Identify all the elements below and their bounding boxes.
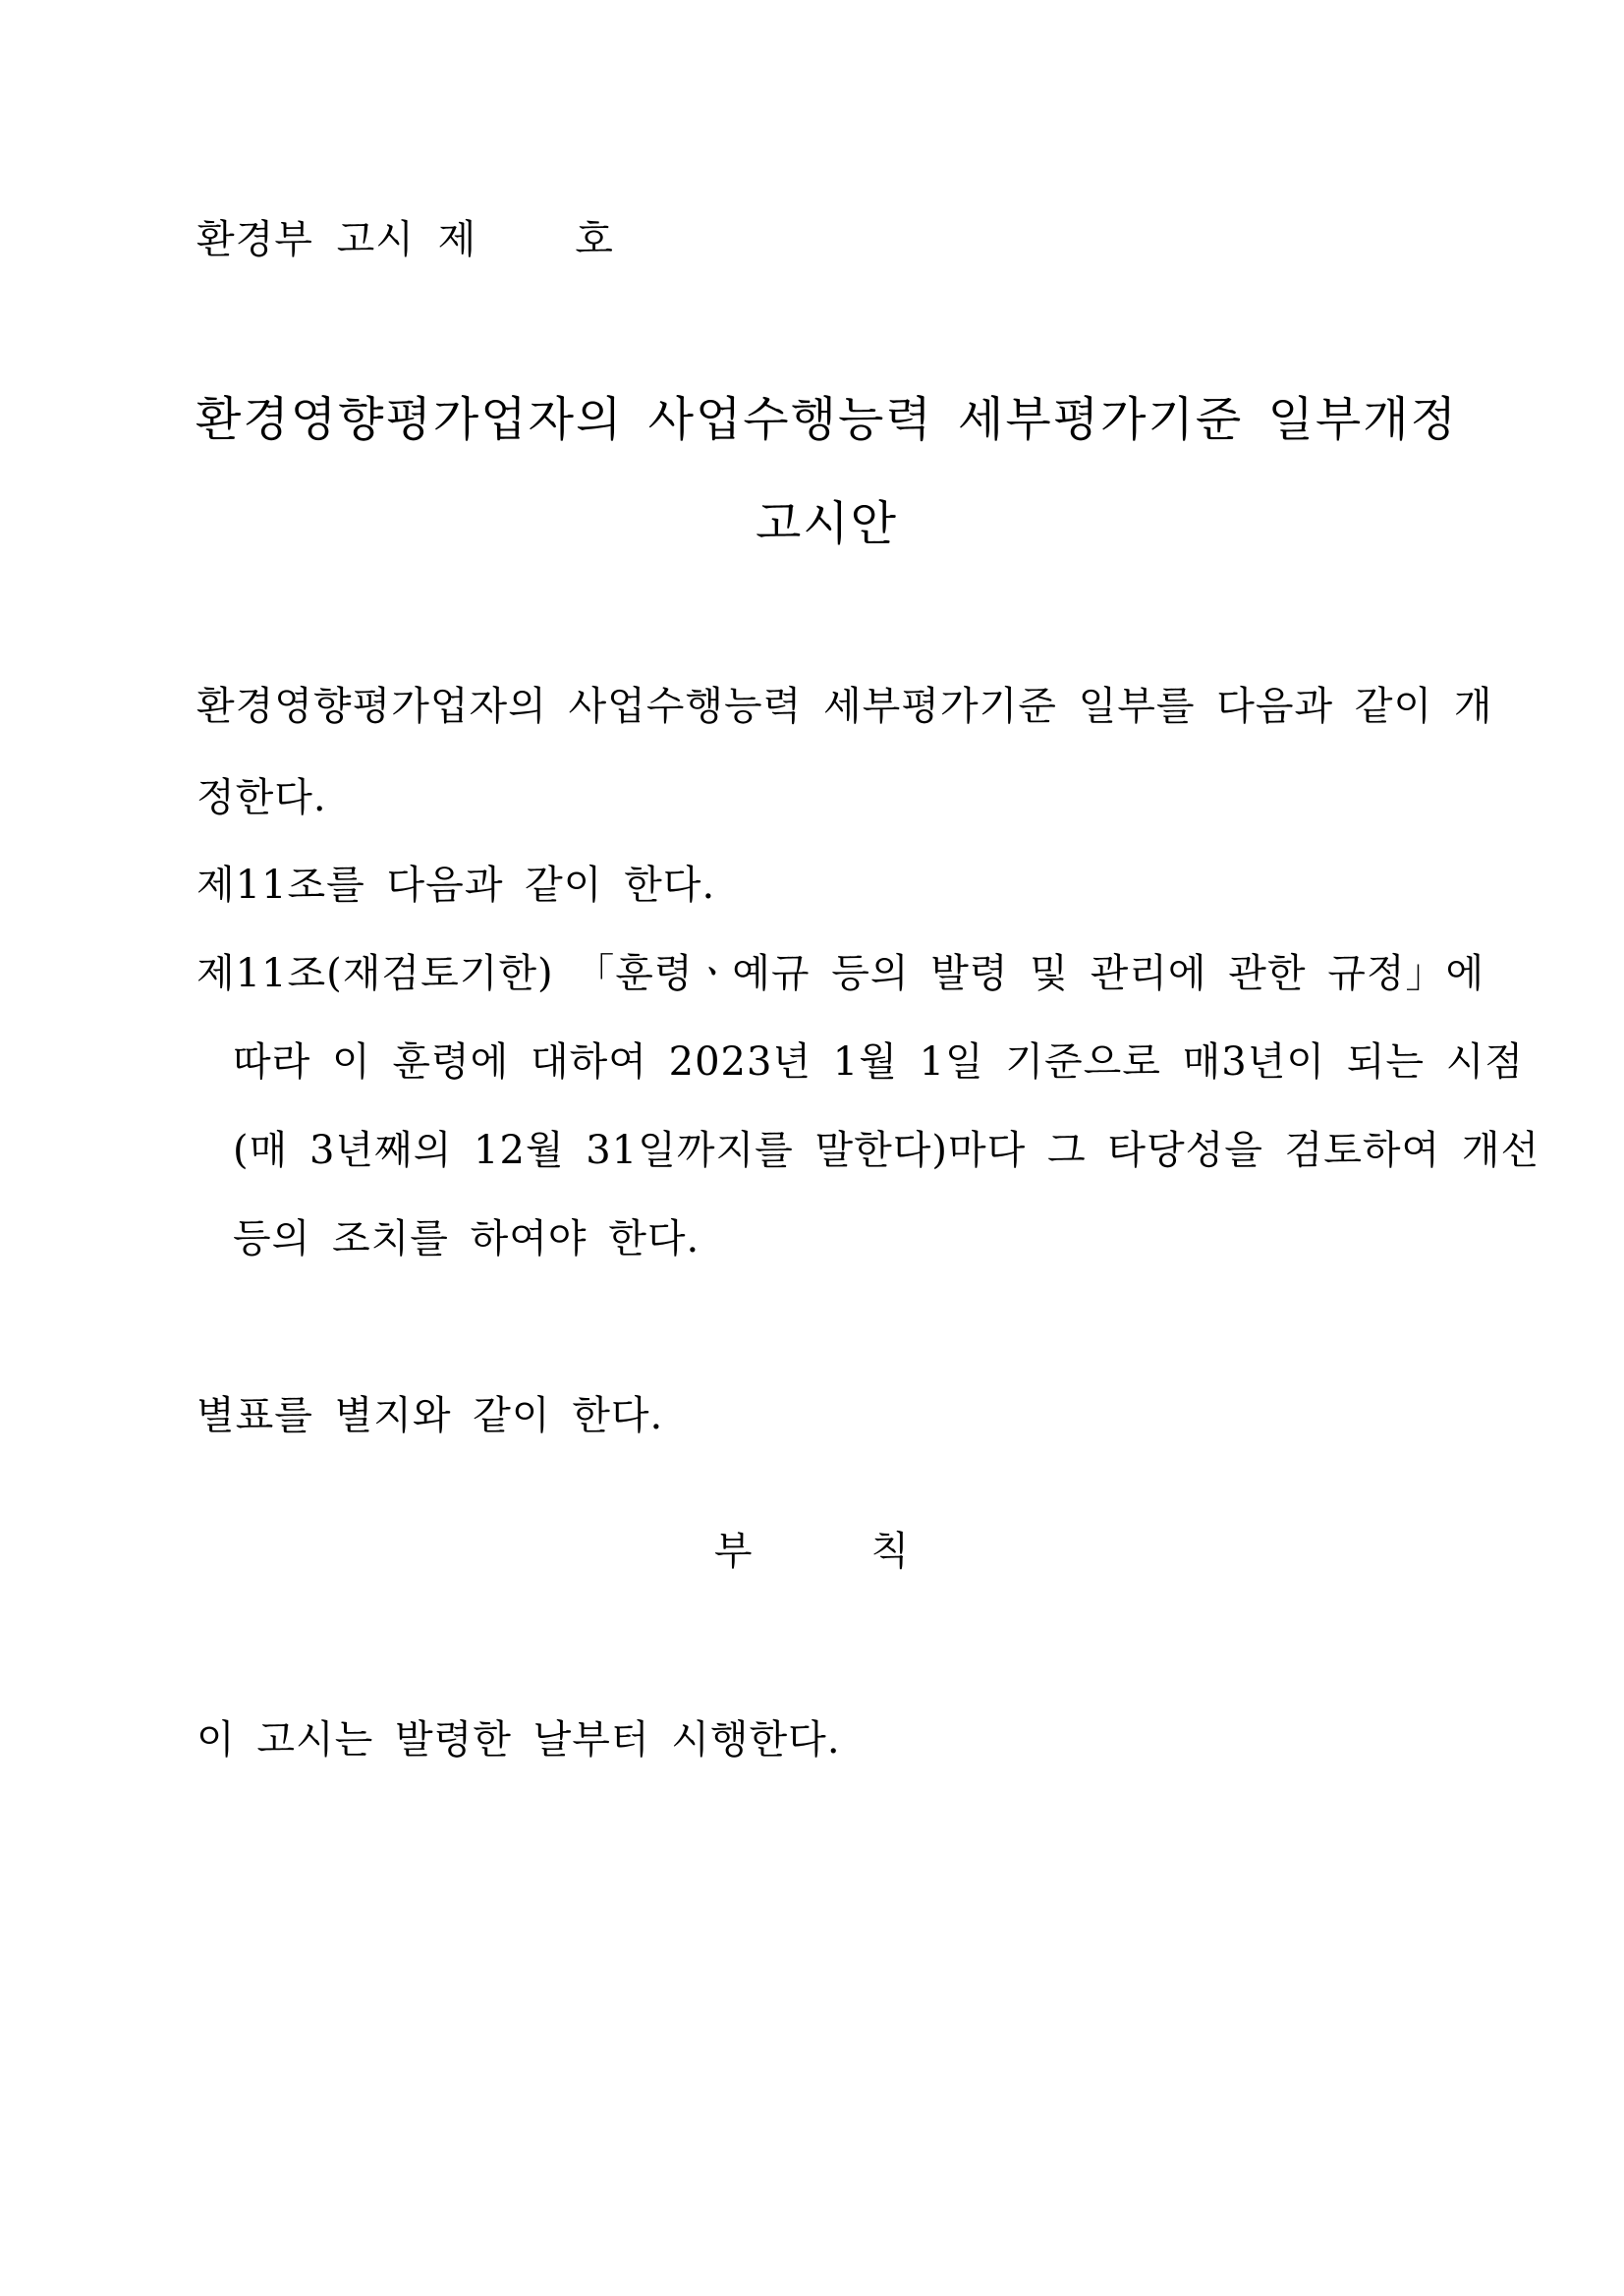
notice-suffix: 호 bbox=[575, 217, 614, 262]
article-11-line-1: 제11조(재검토기한) 「훈령ㆍ예규 등의 발령 및 관리에 관한 규정」에 bbox=[196, 951, 1485, 996]
notice-prefix: 환경부 고시 제 bbox=[196, 217, 477, 262]
intro-paragraph-line-1: 환경영향평가업자의 사업수행능력 세부평가기준 일부를 다음과 같이 개 bbox=[196, 684, 1493, 729]
document-title-line-1: 환경영향평가업자의 사업수행능력 세부평가기준 일부개정 bbox=[196, 392, 1458, 447]
addenda-heading-part-2: 칙 bbox=[870, 1529, 911, 1574]
addenda-heading bbox=[0, 1527, 1624, 1576]
article-11-line-4: 등의 조치를 하여야 한다. bbox=[233, 1216, 700, 1261]
article-11-line-3: (매 3년째의 12월 31일까지를 말한다)마다 그 타당성을 검토하여 개선 bbox=[233, 1128, 1540, 1173]
notice-number-header bbox=[196, 215, 614, 264]
article-11-line-2: 따라 이 훈령에 대하여 2023년 1월 1일 기준으로 매3년이 되는 시점 bbox=[233, 1039, 1525, 1085]
intro-paragraph-line-2: 정한다. bbox=[196, 775, 327, 820]
addenda-text: 이 고시는 발령한 날부터 시행한다. bbox=[196, 1717, 841, 1763]
article-instruction: 제11조를 다음과 같이 한다. bbox=[196, 863, 716, 908]
document-title-line-2: 고시안 bbox=[755, 496, 899, 551]
annex-table-instruction: 별표를 별지와 같이 한다. bbox=[196, 1393, 664, 1438]
addenda-heading-part-1: 부 bbox=[713, 1529, 754, 1574]
